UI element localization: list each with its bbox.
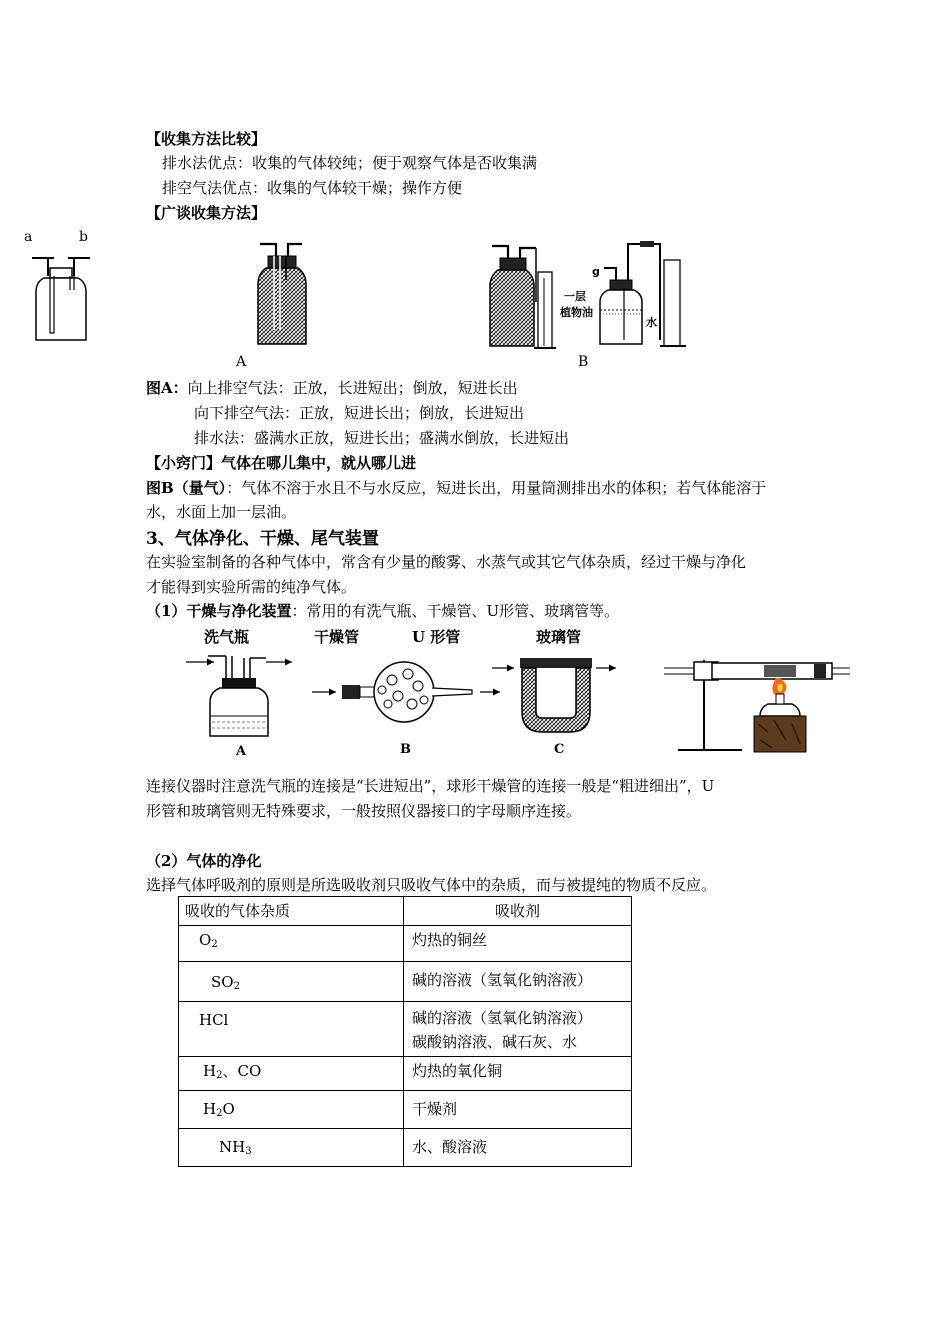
figA-line2: 向下排空气法：正放，短进长出；倒放，长进短出 bbox=[194, 404, 525, 422]
gas-formula-tail: O bbox=[222, 1100, 235, 1118]
table-header-row bbox=[179, 897, 632, 926]
compare-line-water: 排水法优点：收集的气体较纯；便于观察气体是否收集满 bbox=[162, 154, 538, 172]
figB-line2: 水，水面上加一层油。 bbox=[146, 503, 297, 521]
label-layer: 一层 bbox=[564, 290, 586, 303]
section3-sub1 bbox=[146, 600, 619, 621]
table-cell-absorbent: 灼热的氧化铜 bbox=[404, 1057, 632, 1091]
tip-line: 【小窍门】气体在哪儿集中，就从哪儿进 bbox=[146, 454, 417, 472]
figure-b-bottle-cylinder bbox=[486, 242, 558, 352]
figure-b-oil-measure bbox=[588, 240, 698, 352]
table-header-gas: 吸收的气体杂质 bbox=[179, 897, 404, 926]
compare-line-air: 排空气法优点：收集的气体较干燥；操作方便 bbox=[162, 179, 463, 197]
section-title-compare: 【收集方法比较】 bbox=[146, 130, 267, 148]
device-name-u-tube: U 形管 bbox=[412, 628, 461, 646]
section3-title: 3、气体净化、干燥、尾气装置 bbox=[146, 529, 379, 549]
gas-formula-tail: 、CO bbox=[222, 1062, 262, 1080]
sub1-text: ：常用的有洗气瓶、干燥管、U形管、玻璃管等。 bbox=[291, 602, 620, 620]
figA-text1: 向上排空气法：正放，长进短出；倒放，短进长出 bbox=[187, 379, 518, 397]
device-name-glass-tube: 玻璃管 bbox=[536, 628, 582, 646]
table-row bbox=[179, 1129, 632, 1167]
section3-para2: 才能得到实验所需的纯净气体。 bbox=[146, 578, 357, 596]
table-cell-absorbent: 水、酸溶液 bbox=[404, 1129, 632, 1167]
table-cell-absorbent: 干燥剂 bbox=[404, 1091, 632, 1129]
connect-line2: 形管和玻璃管则无特殊要求，一般按照仪器接口的字母顺序连接。 bbox=[146, 802, 582, 820]
figure-a-gas-bottle bbox=[252, 240, 312, 348]
device-name-wash-bottle: 洗气瓶 bbox=[204, 628, 250, 646]
table-cell-gas bbox=[179, 1129, 404, 1167]
table-cell-gas bbox=[179, 962, 404, 1002]
figA-lead: 图A： bbox=[146, 379, 188, 397]
device-cap-C: C bbox=[554, 742, 565, 757]
label-g: g bbox=[592, 265, 600, 278]
table-cell-gas bbox=[179, 1091, 404, 1129]
table-row bbox=[179, 1057, 632, 1091]
gas-formula: SO bbox=[211, 973, 234, 991]
device-a-wash-bottle bbox=[186, 650, 296, 742]
label-water: 水 bbox=[646, 316, 657, 329]
gas-formula: H bbox=[203, 1100, 217, 1118]
label-a: a bbox=[24, 229, 33, 245]
device-name-drying-tube: 干燥管 bbox=[314, 628, 360, 646]
gas-subscript: 2 bbox=[233, 981, 240, 992]
figB-text1: ：气体不溶于水且不与水反应，短进长出，用量筒测排出水的体积；若气体能溶于 bbox=[226, 479, 767, 497]
caption-B: B bbox=[578, 354, 589, 370]
gas-subscript: 3 bbox=[245, 1146, 252, 1157]
table-row bbox=[179, 926, 632, 962]
purify-text: 选择气体呼吸剂的原则是所选吸收剂只吸收气体中的杂质，而与被提纯的物质不反应。 bbox=[146, 876, 717, 894]
absorbent-line2: 碳酸钠溶液、碱石灰、水 bbox=[412, 1033, 578, 1051]
figB-lead: 图B（量气） bbox=[146, 479, 227, 497]
label-oil: 植物油 bbox=[560, 306, 593, 319]
table-row bbox=[179, 962, 632, 1002]
table-header-absorbent: 吸收剂 bbox=[404, 897, 632, 926]
sub1-label: （1）干燥与净化装置 bbox=[146, 602, 292, 620]
absorbent-table bbox=[178, 896, 632, 1167]
gas-formula: NH bbox=[219, 1138, 246, 1156]
device-b-drying-tube bbox=[312, 656, 502, 732]
table-cell-gas bbox=[179, 1002, 404, 1057]
table-cell-absorbent bbox=[404, 1002, 632, 1057]
gas-formula: HCl bbox=[199, 1011, 229, 1029]
section3-para1: 在实验室制备的各种气体中，常含有少量的酸雾、水蒸气或其它气体杂质，经过干燥与净化 bbox=[146, 553, 747, 571]
table-cell-absorbent: 碱的溶液（氢氧化钠溶液） bbox=[404, 962, 632, 1002]
gas-formula: H bbox=[203, 1062, 217, 1080]
two-neck-bottle-figure bbox=[26, 248, 96, 348]
section-title-broad: 【广谈收集方法】 bbox=[146, 204, 267, 222]
device-cap-B: B bbox=[400, 742, 411, 757]
absorbent-line1: 碱的溶液（氢氧化钠溶液） bbox=[412, 1009, 593, 1027]
table-cell-gas bbox=[179, 1057, 404, 1091]
device-d-glass-tube-burner bbox=[664, 654, 850, 754]
connect-line1: 连接仪器时注意洗气瓶的连接是“长进短出”，球形干燥管的连接一般是“粗进细出”，U bbox=[146, 777, 715, 795]
purify-title: （2）气体的净化 bbox=[146, 852, 262, 870]
figA-line1 bbox=[146, 377, 518, 398]
table-cell-absorbent: 灼热的铜丝 bbox=[404, 926, 632, 962]
gas-subscript: 2 bbox=[216, 1070, 223, 1081]
gas-formula: O bbox=[199, 931, 212, 949]
table-row bbox=[179, 1091, 632, 1129]
figA-line3: 排水法：盛满水正放，短进长出；盛满水倒放，长进短出 bbox=[194, 429, 570, 447]
device-cap-A: A bbox=[236, 744, 247, 759]
table-cell-gas bbox=[179, 926, 404, 962]
caption-A: A bbox=[236, 354, 247, 370]
gas-subscript: 2 bbox=[216, 1108, 223, 1119]
figB-line1 bbox=[146, 477, 766, 498]
label-b: b bbox=[79, 229, 88, 245]
table-row bbox=[179, 1002, 632, 1057]
device-c-u-tube bbox=[492, 654, 618, 738]
gas-subscript: 2 bbox=[211, 939, 218, 950]
